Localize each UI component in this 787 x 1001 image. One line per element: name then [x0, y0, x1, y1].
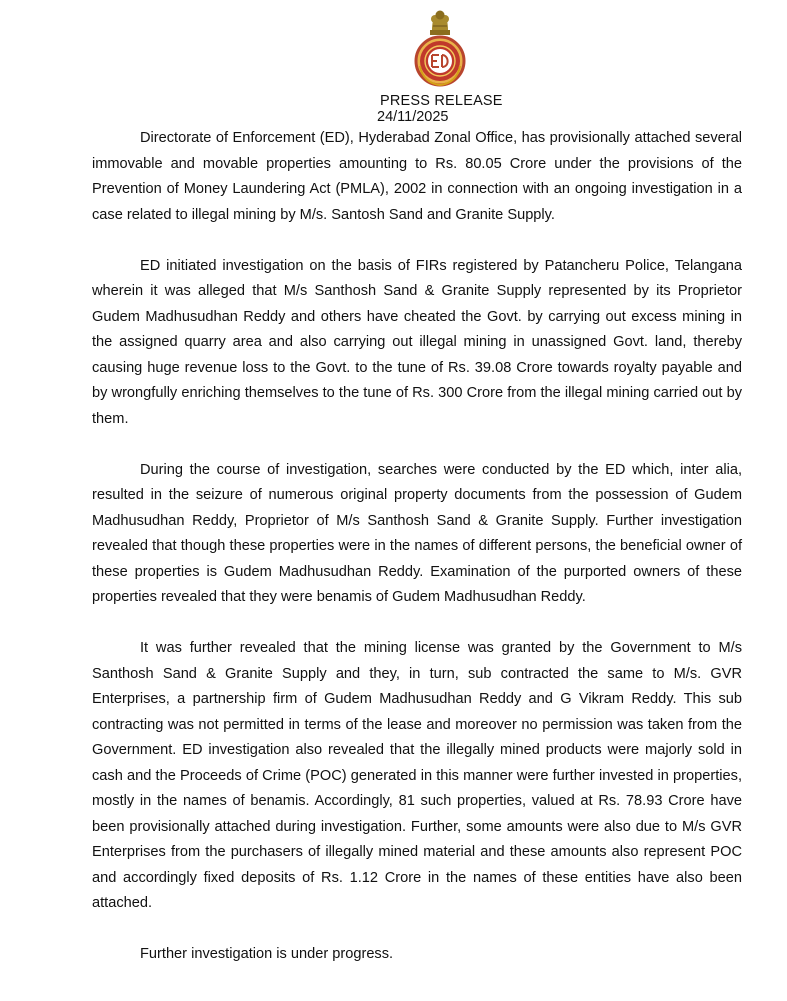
release-body: [92, 126, 742, 993]
paragraph-searches: During the course of investigation, searches were conducted by the ED which, inter alia, resulted in the seizure of numerous original property documents from the possession of Gudem Madhusudhan Reddy, Proprietor of M/s Santhosh Sand & Granite Supply. Further investigation revealed that though these properties were in the names of different persons, the beneficial owner of these properties is Gudem Madhusudhan Reddy. Examination of the purported owners of these properties revealed that they were benamis of Gudem Madhusudhan Reddy.: [92, 461, 742, 605]
paragraph-investigation-basis: ED initiated investigation on the basis of FIRs registered by Patancheru Police, Telangana wherein it was alleged that M/s Santhosh Sand & Granite Supply represented by its Proprietor Gudem Madhusudhan Reddy and others have cheated the Govt. by carrying out excess mining in the assigned quarry area and also carrying out illegal mining in unassigned Govt. land, thereby causing huge revenue loss to the Govt. to the tune of Rs. 39.08 Crore towards royalty payable and by wrongfully enriching themselves to the tune of Rs. 300 Crore from the illegal mining carried out by them.: [92, 257, 742, 427]
release-date: 24/11/2025: [377, 109, 449, 125]
lion-capital-icon: [430, 11, 450, 36]
paragraph-findings: It was further revealed that the mining license was granted by the Government to M/s Santhosh Sand & Granite Supply and they, in turn, sub contracted the same to M/s. GVR Enterprises, a partnership firm of Gudem Madhusudhan Reddy and G Vikram Reddy. This sub contracting was not permitted in terms of the lease and moreover no permission was taken from the Government. ED investigation also revealed that the illegally mined products were majorly sold in cash and the Proceeds of Crime (POC) generated in this manner were further invested in properties, mostly in the names of benamis. Accordingly, 81 such properties, valued at Rs. 78.93 Crore have been provisionally attached during investigation. Further, some amounts were also due to M/s GVR Enterprises from the purchasers of illegally mined material and these amounts also represent POC and accordingly fixed deposits of Rs. 1.12 Crore in the names of these entities have also been attached.: [92, 640, 742, 911]
paragraph-closing: Further investigation is under progress.: [140, 946, 394, 962]
paragraph-attachment: Directorate of Enforcement (ED), Hyderabad Zonal Office, has provisionally attached several immovable and movable properties amounting to Rs. 80.05 Crore under the provisions of the Prevention of Money Laundering Act (PMLA), 2002 in connection with an ongoing investigation in a case related to illegal mining by M/s. Santosh Sand and Granite Supply.: [92, 130, 742, 223]
ed-emblem-icon: [408, 4, 472, 88]
page-title: PRESS RELEASE: [380, 93, 503, 109]
